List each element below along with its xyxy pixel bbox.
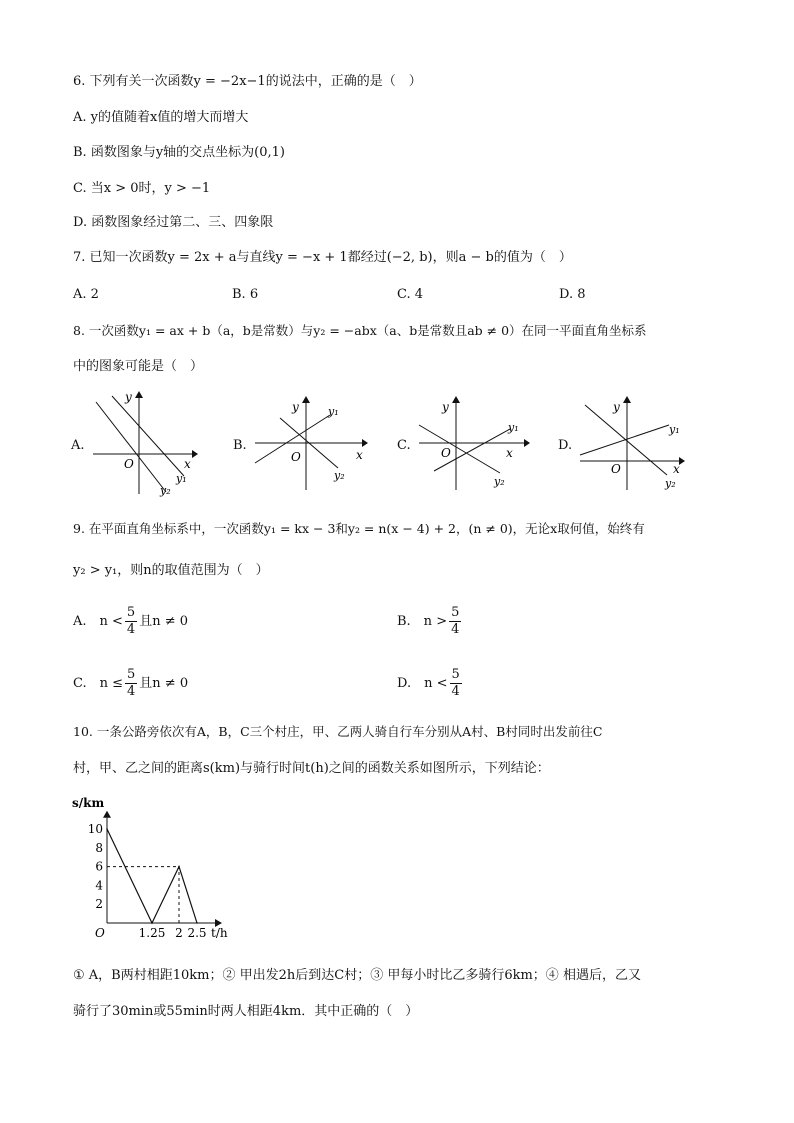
q8-graph-c xyxy=(414,393,539,493)
q9-option-b-numerator: 5 xyxy=(451,605,460,620)
q8-graph-a xyxy=(88,388,208,498)
data-point xyxy=(106,828,108,830)
q9-option-c-fraction xyxy=(125,667,137,700)
q6-option-d: D. 函数图象经过第二、三、四象限 xyxy=(73,215,274,230)
q9-option-a-denominator: 4 xyxy=(126,622,136,637)
q9-option-d-prefix: D. n < xyxy=(397,676,448,691)
q9-option-d-fraction xyxy=(450,667,462,700)
q9-option-c-prefix: C. n ≤ xyxy=(73,676,124,691)
q10-distance-time-chart xyxy=(70,795,250,945)
y-tick-label: 6 xyxy=(95,859,103,874)
q7-option-b: B. 6 xyxy=(232,287,259,302)
q6-option-b: B. 函数图象与y轴的交点坐标为(0,1) xyxy=(73,145,285,160)
q9-option-d xyxy=(397,664,464,704)
q6-option-a: A. y的值随着x值的增大而增大 xyxy=(73,110,249,125)
q8-graph-c-x-axis-label: x xyxy=(506,446,513,460)
q9-option-c-suffix: 且n ≠ 0 xyxy=(139,676,189,691)
q8-graph-d-x-axis-label: x xyxy=(673,462,680,476)
q10-conclusion-line2: 骑行了30min或55min时两人相距4km．其中正确的（ ） xyxy=(73,1004,419,1019)
q8-graph-b xyxy=(250,393,375,493)
q9-option-c-numerator: 5 xyxy=(127,667,136,682)
q7-option-d: D. 8 xyxy=(559,287,586,302)
y-axis-arrow xyxy=(103,811,111,818)
q8-graph-c-origin: O xyxy=(441,446,451,460)
data-point xyxy=(196,922,198,924)
q9-option-d-denominator: 4 xyxy=(451,684,460,699)
q8-graph-c-label: C. xyxy=(397,438,411,453)
q8-graph-d-origin: O xyxy=(611,462,621,476)
q10-conclusion-line1: ① A，B两村相距10km；② 甲出发2h后到达C村；③ 甲每小时比乙多骑行6km；④ 相遇后，乙又 xyxy=(73,968,641,983)
y-tick-label: 8 xyxy=(95,840,103,855)
q7-option-c: C. 4 xyxy=(397,287,424,302)
q10-stem-line1: 10. 一条公路旁依次有A，B，C三个村庄，甲、乙两人骑自行车分别从A村、B村同时出发前往C xyxy=(73,724,603,739)
y-tick-label: 2 xyxy=(95,897,103,912)
q9-option-b-fraction xyxy=(449,605,461,638)
data-point xyxy=(151,922,153,924)
q9-option-a-numerator: 5 xyxy=(126,605,136,620)
q8-graph-b-y-axis-label: y xyxy=(292,400,299,414)
distance-line xyxy=(107,829,197,923)
y-axis-title: s/km xyxy=(72,796,105,810)
q8-graph-b-label: B. xyxy=(233,438,247,453)
q8-graph-a-x-axis-label: x xyxy=(184,457,191,471)
q9-option-b xyxy=(397,602,463,642)
q8-graph-d-y1: y₁ xyxy=(669,423,680,436)
data-point xyxy=(178,866,180,868)
q8-graph-d-y-axis-label: y xyxy=(613,400,620,414)
q8-stem-line1: 8. 一次函数y₁ = ax + b（a，b是常数）与y₂ = −abx（a、b是常数且ab ≠ 0）在同一平面直角坐标系 xyxy=(73,323,647,338)
q9-stem-line1: 9. 在平面直角坐标系中，一次函数y₁ = kx − 3和y₂ = n(x − 4) + 2，(n ≠ 0)，无论x取何值，始终有 xyxy=(73,521,645,536)
origin-label: O xyxy=(95,926,105,940)
q9-option-c-denominator: 4 xyxy=(127,684,136,699)
q8-graph-b-x-axis-label: x xyxy=(356,448,363,462)
q9-stem-line2: y₂ > y₁，则n的取值范围为（ ） xyxy=(73,563,269,578)
q6-stem: 6. 下列有关一次函数y = −2x−1的说法中，正确的是（ ） xyxy=(73,74,422,89)
q9-option-b-prefix: B. n > xyxy=(397,614,448,629)
q8-graph-a-origin: O xyxy=(124,457,134,471)
q7-stem: 7. 已知一次函数y = 2x + a与直线y = −x + 1都经过(−2, b)，则a − b的值为（ ） xyxy=(73,250,572,265)
q9-option-a-fraction xyxy=(125,605,137,638)
x-axis-title: t/h xyxy=(211,926,228,940)
x-tick-label: 2 xyxy=(175,926,183,940)
q8-graph-a-y2: y₂ xyxy=(160,484,171,497)
q8-graph-d-label: D. xyxy=(558,438,573,453)
q8-graph-b-origin: O xyxy=(291,450,301,464)
q10-stem-line2: 村，甲、乙之间的距离s(km)与骑行时间t(h)之间的函数关系如图所示，下列结论： xyxy=(73,761,550,776)
q8-graph-c-y1: y₁ xyxy=(508,421,519,434)
q9-option-c xyxy=(73,664,188,704)
q6-option-c: C. 当x > 0时，y > −1 xyxy=(73,181,211,196)
q8-stem-line2: 中的图象可能是（ ） xyxy=(73,359,204,374)
y-tick-label: 4 xyxy=(95,878,103,893)
q9-option-b-denominator: 4 xyxy=(451,622,460,637)
q8-graph-c-y-axis-label: y xyxy=(442,400,449,414)
q8-graph-b-y2: y₂ xyxy=(334,469,345,482)
q9-option-d-numerator: 5 xyxy=(451,667,460,682)
q10-chart-guides xyxy=(107,867,179,923)
q8-graph-d xyxy=(575,393,695,493)
q10-chart-axes xyxy=(103,811,222,927)
q8-graph-b-y1: y₁ xyxy=(328,405,339,418)
q9-option-a-prefix: A. n < xyxy=(73,614,123,629)
q8-graph-a-y1: y₁ xyxy=(176,472,187,485)
q10-chart-series xyxy=(106,828,198,924)
q8-graph-a-label: A. xyxy=(71,438,85,453)
q9-option-a-suffix: 且n ≠ 0 xyxy=(139,614,189,629)
q7-option-a: A. 2 xyxy=(73,287,99,302)
x-tick-label: 1.25 xyxy=(138,926,166,940)
y-tick-label: 10 xyxy=(87,822,103,836)
x-tick-label: 2.5 xyxy=(187,926,207,940)
q8-graph-c-y2: y₂ xyxy=(494,475,505,488)
q8-graph-d-y2: y₂ xyxy=(665,477,676,490)
q8-graph-a-y-axis-label: y xyxy=(125,390,132,404)
q9-option-a xyxy=(73,602,188,642)
